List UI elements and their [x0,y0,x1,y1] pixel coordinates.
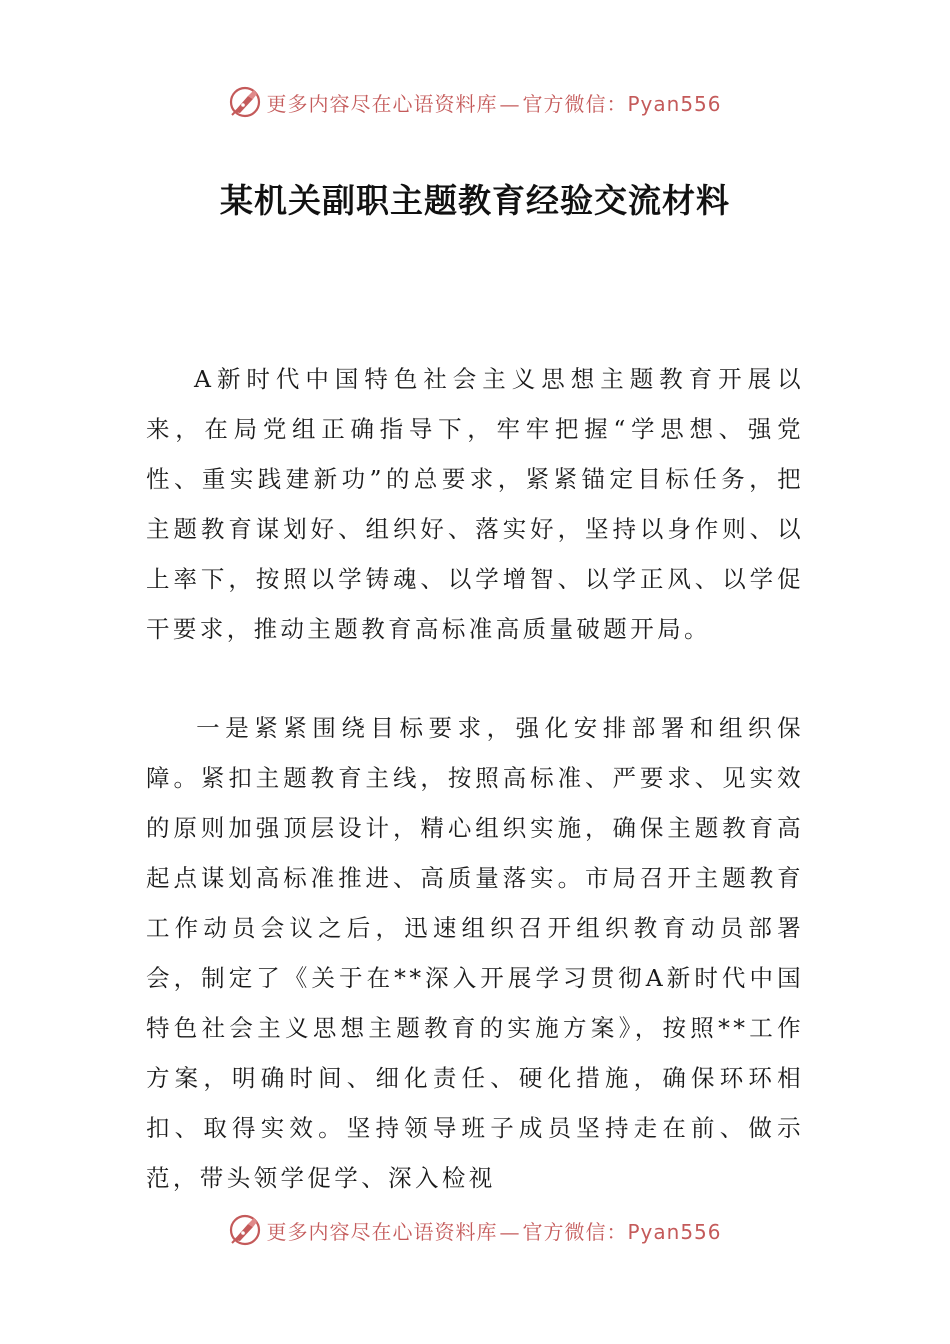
banner-text [266,1216,721,1245]
paragraph-point-one [146,703,804,1203]
banner-wechat-id: Pyan556 [627,91,722,116]
header-banner [0,84,950,120]
document-title: 某机关副职主题教育经验交流材料 [220,181,730,220]
banner-wechat-label: 官方微信： [522,1219,628,1244]
pen-nib-icon [228,85,262,119]
banner-source: 更多内容尽在心语资料库 [266,1219,498,1244]
banner-separator: — [499,91,521,116]
paragraph-text: A新时代中国特色社会主义思想主题教育开展以来，在局党组正确指导下，牢牢把握“学思想、强党性、重实践建新功”的总要求，紧紧锚定目标任务，把主题教育谋划好、组织好、落实好，坚持以身作则、以上率下，按照以学铸魂、以学增智、以学正风、以学促干要求，推动主题教育高标准高质量破题开局。 [146,365,804,643]
paragraph-intro [146,354,804,654]
paragraph-text: 一是紧紧围绕目标要求，强化安排部署和组织保障。紧扣主题教育主线，按照高标准、严要求、见实效的原则加强顶层设计，精心组织实施，确保主题教育高起点谋划高标准推进、高质量落实。市局召开主题教育工作动员会议之后，迅速组织召开组织教育动员部署会，制定了《关于在**深入开展学习贯彻A新时代中国特色社会主义思想主题教育的实施方案》，按照**工作方案，明确时间、细化责任、硬化措施，确保环环相扣、取得实效。坚持领导班子成员坚持走在前、做示范，带头领学促学、深入检视 [146,714,804,1192]
banner-source: 更多内容尽在心语资料库 [266,91,498,116]
banner-text [266,88,721,117]
footer-banner [0,1212,950,1248]
banner-wechat-id: Pyan556 [627,1219,722,1244]
banner-separator: — [499,1219,521,1244]
banner-wechat-label: 官方微信： [522,91,628,116]
pen-nib-icon [228,1213,262,1247]
